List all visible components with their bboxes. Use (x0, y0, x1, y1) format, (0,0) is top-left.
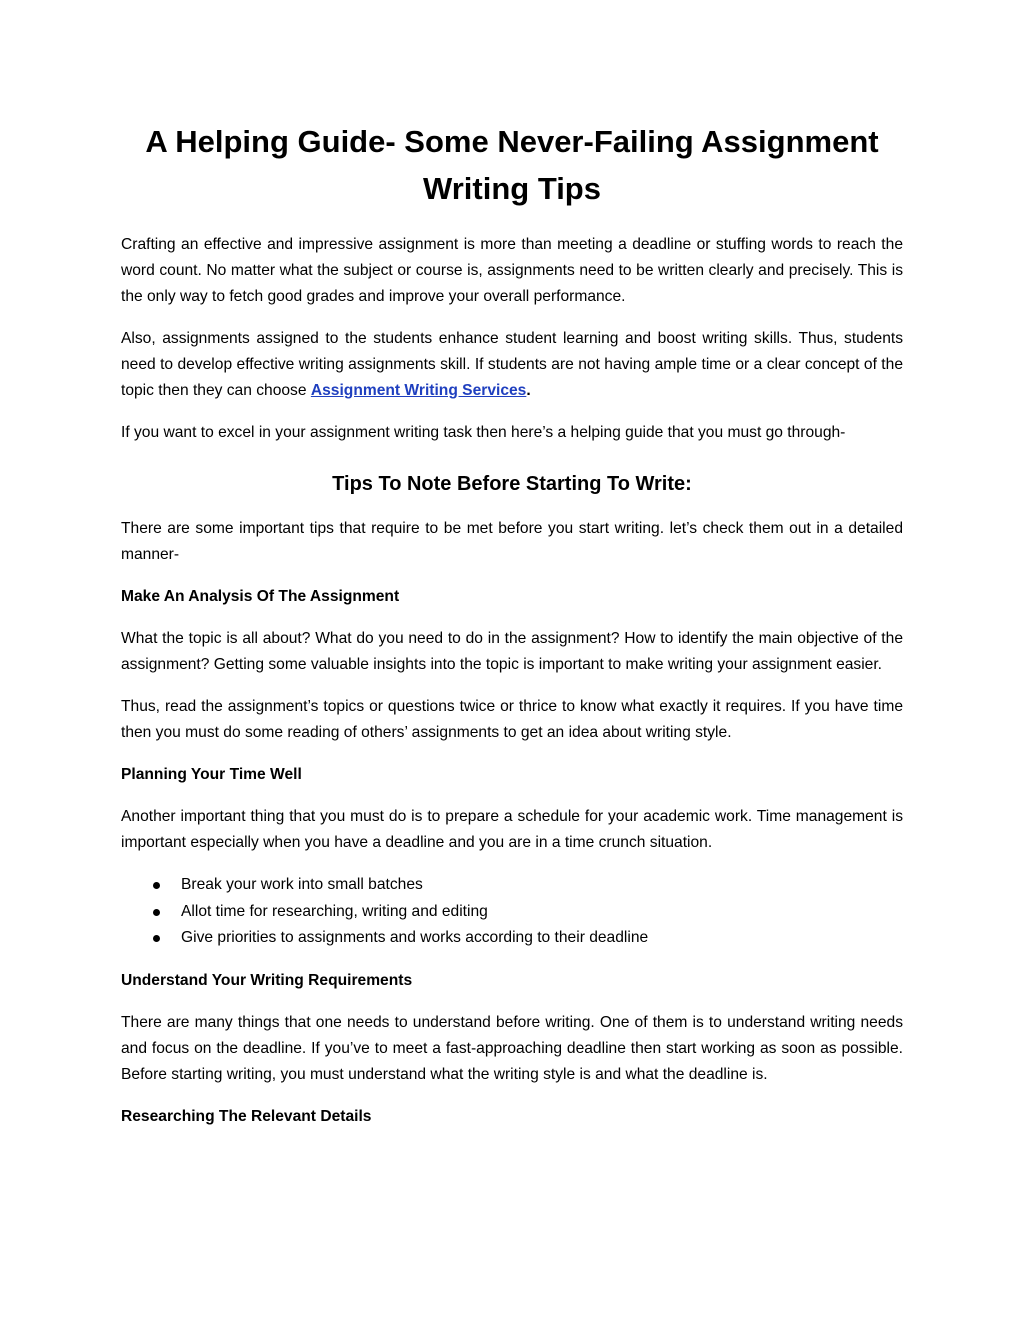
planning-bullet-list (121, 872, 903, 952)
assignment-writing-services-link[interactable]: Assignment Writing Services (310, 382, 527, 399)
list-item-text: Give priorities to assignments and works according to their deadline (181, 929, 649, 946)
planning-paragraph: Another important thing that you must do is to prepare a schedule for your academic work. Time management is important especially when you have a deadline and you are in a time crunch situation. (121, 808, 903, 851)
analysis-paragraph-2: Thus, read the assignment’s topics or questions twice or thrice to know what exactly it requires. If you have time then you must do some reading of others’ assignments to get an idea about writing style. (121, 698, 903, 741)
list-item (121, 925, 903, 952)
intro-paragraph-3: If you want to excel in your assignment writing task then here’s a helping guide that you must go through- (121, 424, 846, 441)
section-intro-paragraph: There are some important tips that require to be met before you start writing. let’s check them out in a detailed manner- (121, 520, 903, 563)
list-item-text: Allot time for researching, writing and editing (181, 902, 488, 920)
planning-heading: Planning Your Time Well (121, 766, 302, 783)
intro-paragraph-2 (121, 326, 903, 404)
researching-heading: Researching The Relevant Details (121, 1107, 372, 1125)
list-item (121, 899, 903, 926)
analysis-paragraph-1: What the topic is all about? What do you need to do in the assignment? How to identify the main objective of the assignment? Getting some valuable insights into the topic is important to make writing your assignment easier. (121, 630, 903, 673)
bullet-icon (153, 935, 160, 942)
analysis-heading: Make An Analysis Of The Assignment (121, 588, 400, 605)
intro-paragraph-2-text: Also, assignments assigned to the students enhance student learning and boost writing skills. Thus, students need to develop effective writing assignments skill. If students are not having ample time or a clear concept of the topic then they can choose (121, 330, 903, 399)
bullet-icon (153, 909, 160, 916)
list-item (121, 872, 903, 899)
list-item-text: Break your work into small batches (181, 876, 423, 893)
section-heading: Tips To Note Before Starting To Write: (332, 473, 692, 495)
intro-paragraph-1: Crafting an effective and impressive assignment is more than meeting a deadline or stuffing words to reach the word count. No matter what the subject or course is, assignments need to be written clearly and precisely. This is the only way to fetch good grades and improve your overall performance. (121, 236, 903, 305)
document-body (121, 118, 903, 1146)
requirements-paragraph: There are many things that one needs to understand before writing. One of them is to understand writing needs and focus on the deadline. If you’ve to meet a fast-approaching deadline then start working as soon as possible. Before starting writing, you must understand what the writing style is and what the deadline is. (121, 1013, 903, 1083)
page-title: A Helping Guide- Some Never-Failing Assignment Writing Tips (145, 124, 879, 206)
bullet-icon (153, 882, 160, 889)
requirements-heading: Understand Your Writing Requirements (121, 971, 413, 989)
link-trailing-period: . (526, 382, 531, 399)
